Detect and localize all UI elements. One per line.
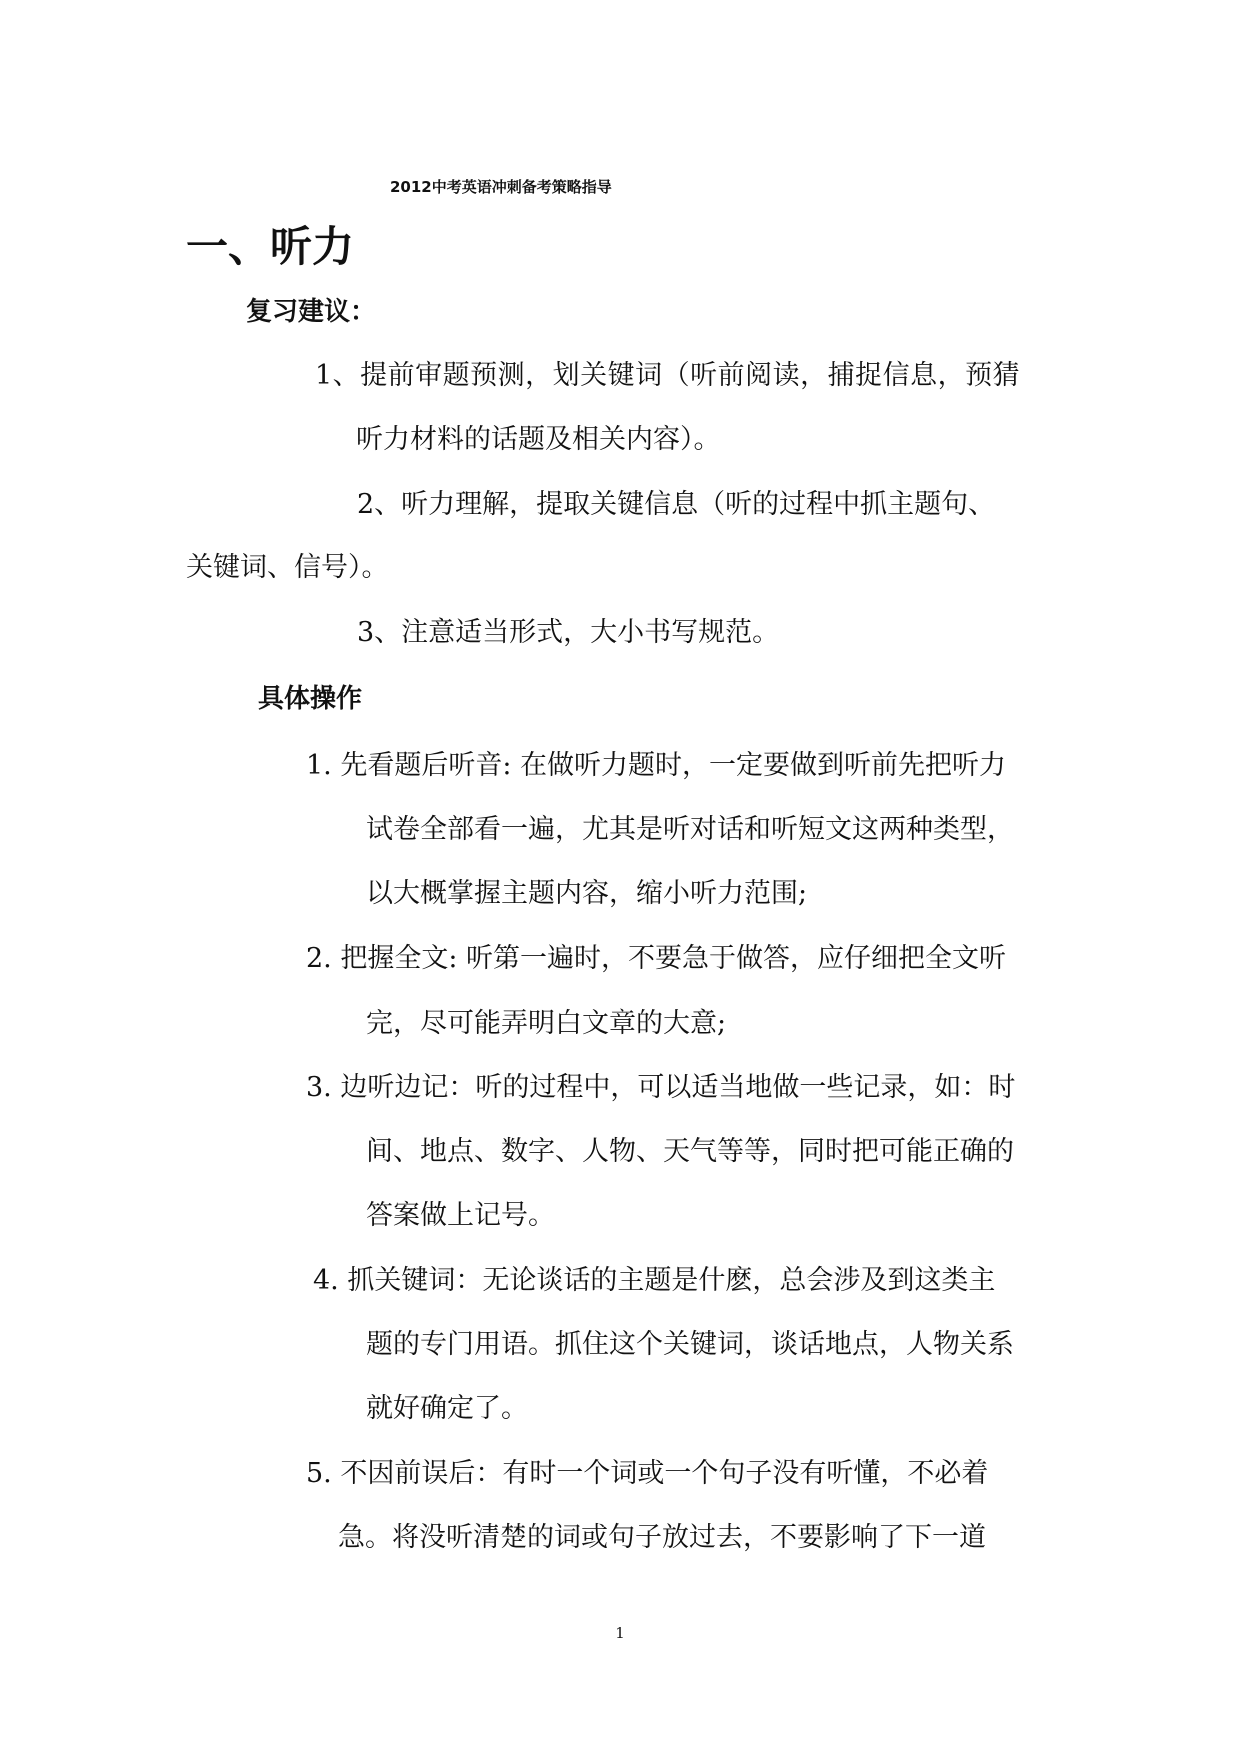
operation-item-4-line-1: 4. 抓关键词：无论谈话的主题是什麽，总会涉及到这类主 [313,1265,996,1296]
operation-item-3-line-2: 间、地点、数字、人物、天气等等，同时把可能正确的 [366,1136,1014,1167]
document-title: 2012中考英语冲刺备考策略指导 [390,178,612,196]
operation-item-2-line-2: 完，尽可能弄明白文章的大意; [366,1008,727,1039]
page-number: 1 [615,1624,625,1642]
operation-item-4-line-3: 就好确定了。 [366,1393,528,1424]
operation-item-5-line-1: 5. 不因前误后：有时一个词或一个句子没有听懂，不必着 [306,1458,989,1489]
review-item-3-line-1: 3、注意适当形式，大小书写规范。 [357,617,780,648]
operation-item-4-line-2: 题的专门用语。抓住这个关键词，谈话地点，人物关系 [366,1329,1014,1360]
operation-item-1-line-2: 试卷全部看一遍，尤其是听对话和听短文这两种类型， [366,814,1014,845]
review-item-2-line-2: 关键词、信号）。 [186,552,389,583]
operation-item-1-line-3: 以大概掌握主题内容，缩小听力范围; [366,878,808,909]
operation-item-3-line-3: 答案做上记号。 [366,1200,555,1231]
review-item-1-line-2: 听力材料的话题及相关内容）。 [356,424,721,455]
operation-item-1-line-1: 1. 先看题后听音: 在做听力题时，一定要做到听前先把听力 [306,750,1007,781]
section-heading-listening: 一、听力 [186,222,355,271]
operation-item-2-line-1: 2. 把握全文: 听第一遍时，不要急于做答，应仔细把全文听 [306,943,1007,974]
operation-item-3-line-1: 3. 边听边记：听的过程中，可以适当地做一些记录，如：时 [306,1072,1016,1103]
review-item-1-line-1: 1、提前审题预测，划关键词（听前阅读，捕捉信息，预猜 [315,360,1021,391]
operation-item-5-line-2: 急。将没听清楚的词或句子放过去，不要影响了下一道 [338,1522,986,1553]
subheading-specific-operations: 具体操作 [258,684,363,714]
review-item-2-line-1: 2、听力理解，提取关键信息（听的过程中抓主题句、 [357,489,996,520]
subheading-review-advice: 复习建议： [246,297,377,327]
